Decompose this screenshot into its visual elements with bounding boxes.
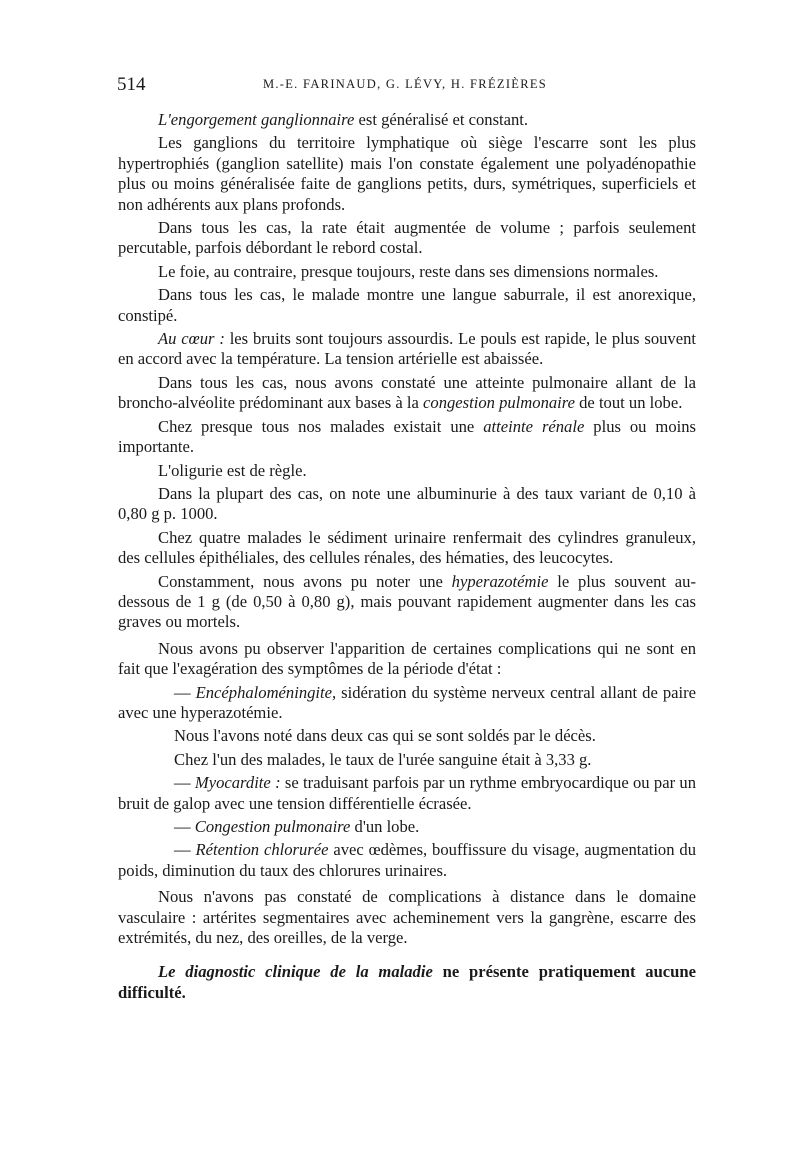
paragraph-myocardite: — Myocardite : se traduisant parfois par un rythme embryocardique ou par un bruit de galop avec une tension différentielle écrasée. [118, 773, 697, 813]
italic-term: Encéphaloméningite, [195, 682, 337, 702]
paragraph-deces: Nous l'avons noté dans deux cas qui se sont soldés par le décès. [174, 726, 596, 746]
italic-term: atteinte rénale [483, 416, 585, 436]
paragraph-complications: Nous avons pu observer l'apparition de certaines complications qui ne sont en fait que l'exagération des symptômes de la période d'état : [118, 638, 696, 679]
article-body [118, 110, 696, 1006]
paragraph-engorgement: L'engorgement ganglionnaire est généralisé et constant. [158, 110, 529, 129]
page-number: 514 [117, 74, 146, 95]
paragraph-sediment: Chez quatre malades le sédiment urinaire renfermait des cylindres granuleux, des cellules épithéliales, des cellules rénales, des hématies, des leucocytes. [118, 527, 696, 568]
paragraph-albuminurie: Dans la plupart des cas, on note une albuminurie à des taux variant de 0,10 à 0,80 g p. 1000. [118, 483, 696, 524]
paragraph-rate: Dans tous les cas, la rate était augmentée de volume ; parfois seulement percutable, parfois débordant le rebord costal. [118, 218, 696, 258]
italic-term: Myocardite : [194, 773, 281, 793]
italic-term: L'engorgement ganglionnaire [158, 110, 355, 129]
paragraph-ganglions: Les ganglions du territoire lymphatique où siège l'escarre sont les plus hypertrophiés (ganglion satellite) mais l'on constate également une polyadénopathie plus ou moins généralisée faite de ganglions petits, durs, symétriques, superficiels et non adhérents aux plans profonds. [118, 133, 696, 214]
paragraph-coeur: Au cœur : les bruits sont toujours assourdis. Le pouls est rapide, le plus souvent en accord avec la température. La tension artérielle est abaissée. [118, 329, 696, 369]
paragraph-vasculaire: Nous n'avons pas constaté de complications à distance dans le domaine vasculaire : artérites segmentaires avec acheminement vers la gangrène, escarre des extrémités, du nez, des oreilles, de la verge. [118, 887, 696, 948]
paragraph-oligurie: L'oligurie est de règle. [158, 460, 307, 480]
paragraph-encephalomeningite: — Encéphaloméningite, sidération du système nerveux central allant de paire avec une hyperazotémie. [118, 682, 696, 722]
paragraph-foie: Le foie, au contraire, presque toujours, reste dans ses dimensions normales. [158, 261, 659, 281]
page-header [117, 74, 693, 98]
paragraph-diagnostic: Le diagnostic clinique de la maladie ne présente pratiquement aucune difficulté. [118, 962, 696, 1002]
italic-term: Congestion pulmonaire [194, 817, 351, 836]
paragraph-congestion: — Congestion pulmonaire d'un lobe. [174, 817, 420, 836]
paragraph-retention: — Rétention chlorurée avec œdèmes, bouffissure du visage, augmentation du poids, diminution du taux des chlorures urinaires. [118, 840, 697, 880]
italic-term: Au cœur : [158, 329, 225, 349]
running-head-authors: M.-E. FARINAUD, G. LÉVY, H. FRÉZIÈRES [262, 77, 548, 91]
italic-term: congestion pulmonaire [423, 393, 575, 413]
paragraph-atteinte-pulmonaire: Dans tous les cas, nous avons constaté une atteinte pulmonaire allant de la broncho-alvéolite prédominant aux bases à la congestion pulmonaire de tout un lobe. [118, 372, 696, 413]
paragraph-atteinte-renale: Chez presque tous nos malades existait une atteinte rénale plus ou moins importante. [118, 416, 696, 457]
paragraph-hyperazotemie: Constamment, nous avons pu noter une hyperazotémie le plus souvent au-dessous de 1 g (de 0,50 à 0,80 g), mais pouvant rapidement augmenter dans les cas graves ou mortels. [118, 571, 696, 632]
italic-term: hyperazotémie [451, 571, 549, 591]
paragraph-langue: Dans tous les cas, le malade montre une langue saburrale, il est anorexique, constipé. [118, 285, 696, 325]
italic-term: Rétention chlorurée [195, 840, 329, 860]
italic-term: Le diagnostic clinique de la maladie [158, 962, 433, 982]
paragraph-uree: Chez l'un des malades, le taux de l'urée sanguine était à 3,33 g. [174, 749, 592, 769]
